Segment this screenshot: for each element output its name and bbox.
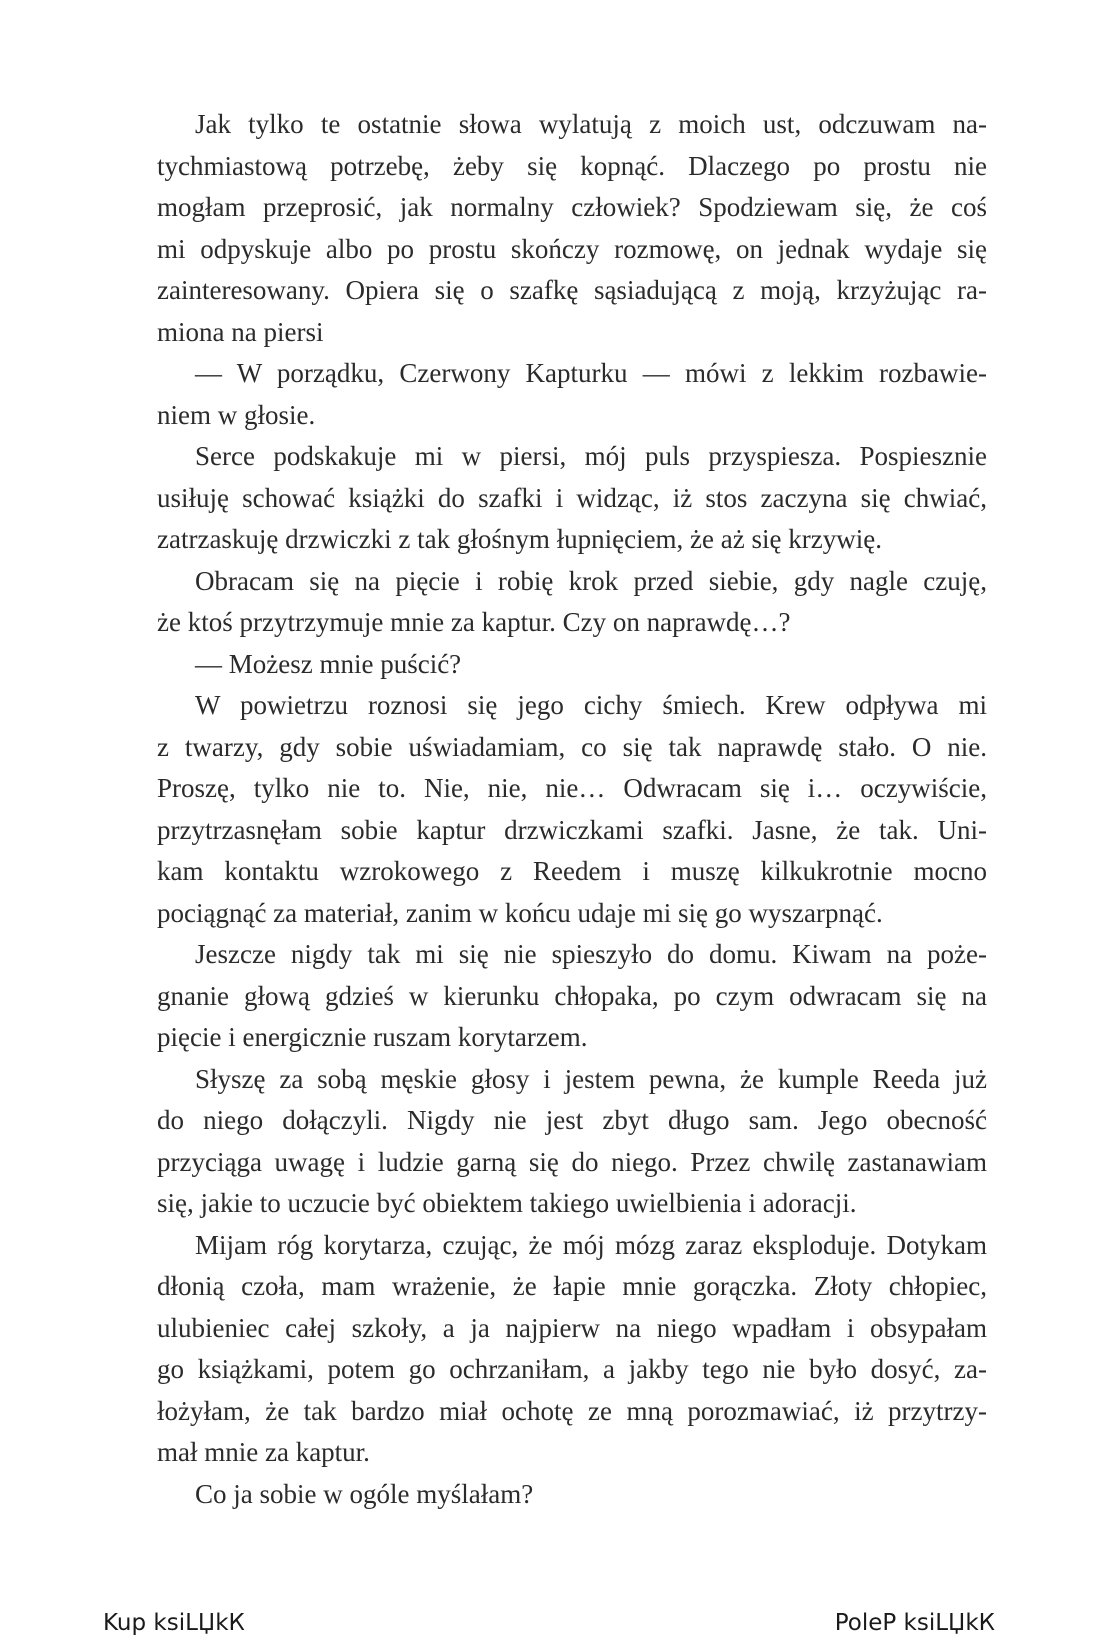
text-line: Obracam się na pięcie i robię krok przed siebie, gdy nagle czuję,	[195, 565, 987, 596]
text-line: niem w głosie.	[157, 399, 316, 430]
text-line: przytrzasnęłam sobie kaptur drzwiczkami szafki. Jasne, że tak. Uni-	[157, 814, 987, 845]
text-line: — W porządku, Czerwony Kapturku — mówi z lekkim rozbawie-	[195, 358, 987, 388]
text-line: Co ja sobie w ogóle myślałam?	[195, 1478, 534, 1509]
text-line: tychmiastową potrzebę, żeby się kopnąć. Dlaczego po prostu nie	[157, 150, 987, 181]
text-line: że ktoś przytrzymuje mnie za kaptur. Czy on naprawdę…?	[157, 607, 791, 637]
text-line: ulubieniec całej szkoły, a ja najpierw na niego wpadłam i obsypałam	[157, 1312, 987, 1343]
text-line: do niego dołączyli. Nigdy nie jest zbyt długo sam. Jego obecność	[157, 1105, 987, 1135]
text-line: pociągnąć za materiał, zanim w końcu udaje mi się go wyszarpnąć.	[157, 897, 883, 928]
text-line: gnanie głową gdzieś w kierunku chłopaka, po czym odwracam się na	[157, 980, 987, 1011]
recommend-book-link[interactable]: PoleР ksiLЏkК	[834, 1610, 995, 1636]
text-line: Jak tylko te ostatnie słowa wylatują z moich ust, odczuwam na-	[195, 109, 987, 139]
text-line: mi odpyskuje albo po prostu skończy rozmowę, on jednak wydaje się	[157, 233, 987, 264]
text-line: — Możesz mnie puścić?	[195, 648, 462, 679]
text-line: W powietrzu roznosi się jego cichy śmiech. Krew odpływa mi	[195, 690, 987, 720]
text-line: miona na piersi	[157, 316, 324, 347]
text-line: zainteresowany. Opiera się o szafkę sąsiadującą z moją, krzyżując ra-	[157, 275, 987, 305]
text-line: się, jakie to uczucie być obiektem takiego uwielbienia i adoracji.	[157, 1188, 857, 1218]
text-line: Słyszę za sobą męskie głosy i jestem pewna, że kumple Reeda już	[195, 1063, 987, 1094]
text-line: go książkami, potem go ochrzaniłam, a jakby tego nie było dosyć, za-	[157, 1354, 987, 1384]
text-line: Jeszcze nigdy tak mi się nie spieszyło do domu. Kiwam na poże-	[195, 939, 987, 969]
body-text	[157, 104, 987, 1515]
text-line: zatrzaskuję drzwiczki z tak głośnym łupnięciem, że aż się krzywię.	[157, 524, 882, 554]
text-line: Proszę, tylko nie to. Nie, nie, nie… Odwracam się i… oczywiście,	[157, 773, 987, 803]
text-line: mogłam przeprosić, jak normalny człowiek? Spodziewam się, że coś	[157, 192, 987, 222]
text-line: pięcie i energicznie ruszam korytarzem.	[157, 1022, 588, 1052]
text-line: kam kontaktu wzrokowego z Reedem i muszę kilkukrotnie mocno	[157, 856, 987, 886]
text-line: Mijam róg korytarza, czując, że mój mózg zaraz eksploduje. Dotykam	[195, 1229, 987, 1260]
text-line: mał mnie za kaptur.	[157, 1437, 370, 1467]
text-line: usiłuję schować książki do szafki i widząc, iż stos zaczyna się chwiać,	[157, 482, 987, 513]
text-line: łożyłam, że tak bardzo miał ochotę ze mną porozmawiać, iż przytrzy-	[157, 1395, 987, 1426]
text-line: Serce podskakuje mi w piersi, mój puls przyspiesza. Pospiesznie	[195, 441, 987, 471]
text-line: przyciąga uwagę i ludzie garną się do niego. Przez chwilę zastanawiam	[157, 1146, 987, 1177]
buy-book-link[interactable]: Kup ksiLЏkК	[103, 1610, 245, 1636]
text-line: dłonią czoła, mam wrażenie, że łapie mnie gorączka. Złoty chłopiec,	[157, 1271, 987, 1301]
text-line: z twarzy, gdy sobie uświadamiam, co się tak naprawdę stało. O nie.	[157, 731, 987, 762]
